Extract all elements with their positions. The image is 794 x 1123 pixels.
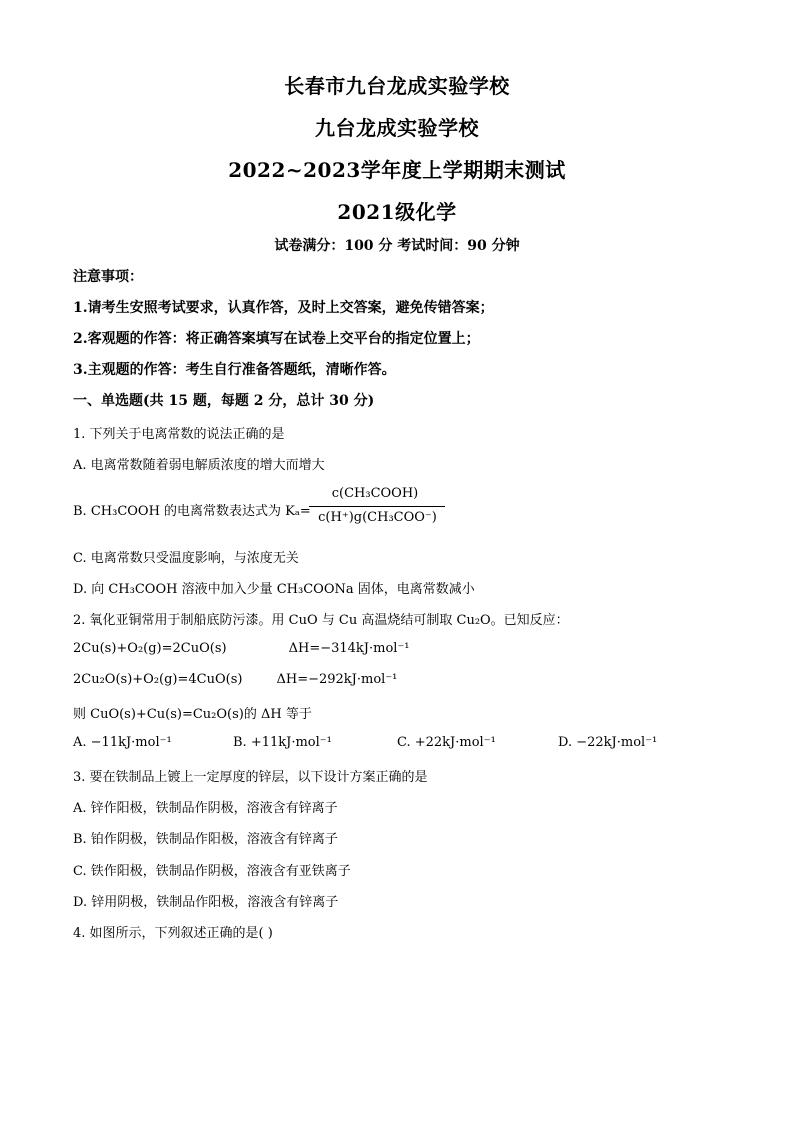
question-1-option-b: B. CH₃COOH 的电离常数表达式为 Kₐ= — [73, 504, 311, 519]
equation-2-enthalpy: ΔH=−292kJ·mol⁻¹ — [276, 672, 398, 687]
question-3-option-b: B. 铂作阴极，铁制品作阳极，溶液含有锌离子 — [73, 832, 338, 847]
grade-subject-title: 2021级化学 — [337, 200, 457, 224]
note-item-2: 2.客观题的作答：将正确答案填写在试卷上交平台的指定位置上； — [73, 331, 480, 347]
section-heading: 一、单选题(共 15 题，每题 2 分，总计 30 分) — [73, 393, 375, 409]
equation-1 — [73, 641, 410, 656]
note-item-1: 1.请考生安照考试要求，认真作答，及时上交答案，避免传错答案； — [73, 300, 494, 316]
equation-1-formula: 2Cu(s)+O₂(g)=2CuO(s) — [73, 641, 227, 656]
question-3-option-c: C. 铁作阳极，铁制品作阴极，溶液含有亚铁离子 — [73, 864, 351, 879]
exam-title: 2022~2023学年度上学期期末测试 — [228, 158, 566, 182]
school-title: 长春市九台龙成实验学校 — [284, 74, 510, 98]
question-1-option-c: C. 电离常数只受温度影响，与浓度无关 — [73, 551, 299, 566]
question-1-option-a: A. 电离常数随着弱电解质浓度的增大而增大 — [73, 458, 325, 473]
equation-2-formula: 2Cu₂O(s)+O₂(g)=4CuO(s) — [73, 672, 243, 687]
equation-2 — [73, 672, 397, 687]
question-4-stem: 4. 如图所示，下列叙述正确的是( ) — [73, 926, 273, 941]
fraction-bar — [309, 506, 445, 507]
notes-heading: 注意事项： — [73, 269, 143, 285]
fraction-denominator: c(H⁺)g(CH₃COO⁻) — [318, 510, 437, 525]
question-1-option-d: D. 向 CH₃COOH 溶液中加入少量 CH₃COONa 固体，电离常数减小 — [73, 582, 475, 597]
question-3-stem: 3. 要在铁制品上镀上一定厚度的锌层，以下设计方案正确的是 — [73, 770, 428, 785]
exam-info: 试卷满分：100 分 考试时间：90 分钟 — [274, 238, 520, 254]
equation-1-enthalpy: ΔH=−314kJ·mol⁻¹ — [288, 641, 410, 656]
question-3-option-d: D. 锌用阴极，铁制品作阳极，溶液含有锌离子 — [73, 895, 339, 910]
question-2-option-b: B. +11kJ·mol⁻¹ — [233, 735, 332, 750]
question-2-option-a: A. −11kJ·mol⁻¹ — [73, 735, 172, 750]
question-1-stem: 1. 下列关于电离常数的说法正确的是 — [73, 427, 285, 442]
fraction-numerator: c(CH₃COOH) — [331, 486, 419, 501]
school-subtitle: 九台龙成实验学校 — [315, 116, 479, 140]
note-item-3: 3.主观题的作答：考生自行准备答题纸，清晰作答。 — [73, 362, 396, 378]
question-3-option-a: A. 锌作阳极，铁制品作阴极，溶液含有锌离子 — [73, 801, 338, 816]
question-2-ask: 则 CuO(s)+Cu(s)=Cu₂O(s)的 ΔH 等于 — [73, 707, 312, 722]
question-2-stem: 2. 氧化亚铜常用于制船底防污漆。用 CuO 与 Cu 高温烧结可制取 Cu₂O。已知反应： — [73, 613, 569, 628]
question-2-option-d: D. −22kJ·mol⁻¹ — [558, 735, 658, 750]
question-2-option-c: C. +22kJ·mol⁻¹ — [397, 735, 496, 750]
